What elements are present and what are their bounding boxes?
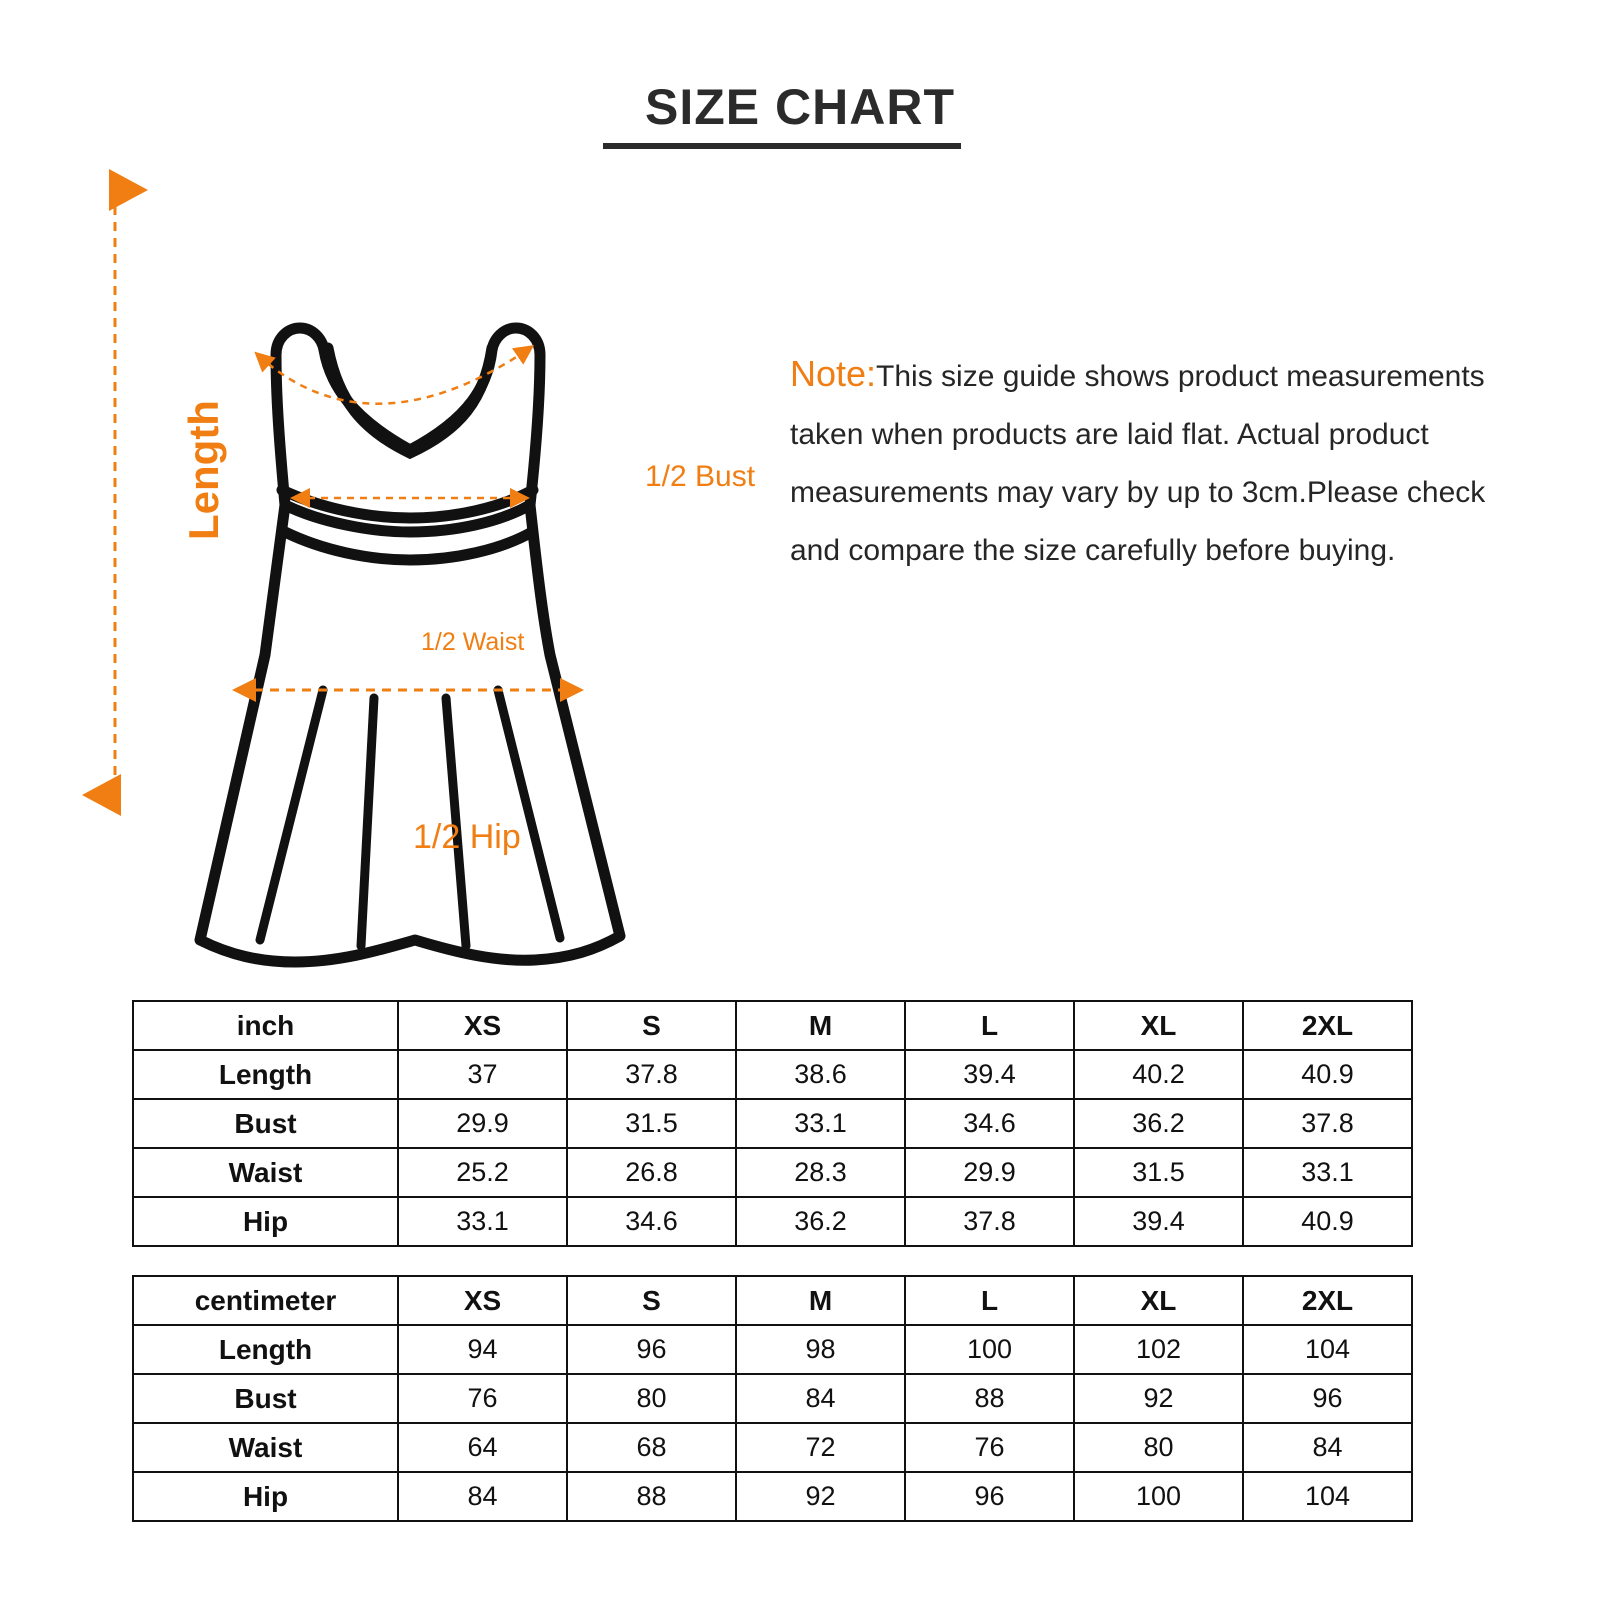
cell-waist-m: 72 (736, 1423, 905, 1472)
cell-hip-xs: 84 (398, 1472, 567, 1521)
cell-hip-xs: 33.1 (398, 1197, 567, 1246)
cell-hip-xl: 39.4 (1074, 1197, 1243, 1246)
col-header-xl: XL (1074, 1276, 1243, 1325)
table-header-row (133, 1001, 1412, 1050)
cell-bust-l: 34.6 (905, 1099, 1074, 1148)
waist-label: 1/2 Waist (421, 628, 525, 656)
cell-length-l: 39.4 (905, 1050, 1074, 1099)
row-label-waist: Waist (133, 1148, 398, 1197)
col-header-s: S (567, 1276, 736, 1325)
cell-length-xs: 94 (398, 1325, 567, 1374)
table-row (133, 1148, 1412, 1197)
cell-waist-xl: 31.5 (1074, 1148, 1243, 1197)
page-title: SIZE CHART (645, 79, 955, 135)
length-label: Length (180, 400, 227, 540)
col-header-l: L (905, 1001, 1074, 1050)
note-label: Note: (790, 353, 877, 394)
col-header-2xl: 2XL (1243, 1276, 1412, 1325)
size-table-centimeter (132, 1275, 1413, 1522)
cell-bust-2xl: 37.8 (1243, 1099, 1412, 1148)
row-label-length: Length (133, 1050, 398, 1099)
cell-length-s: 37.8 (567, 1050, 736, 1099)
table-row (133, 1423, 1412, 1472)
title-underline (603, 143, 961, 149)
cell-length-xs: 37 (398, 1050, 567, 1099)
cell-length-2xl: 104 (1243, 1325, 1412, 1374)
col-header-l: L (905, 1276, 1074, 1325)
unit-header: inch (133, 1001, 398, 1050)
table-row (133, 1374, 1412, 1423)
col-header-xl: XL (1074, 1001, 1243, 1050)
cell-hip-s: 34.6 (567, 1197, 736, 1246)
row-label-bust: Bust (133, 1374, 398, 1423)
table-row (133, 1099, 1412, 1148)
cell-bust-s: 31.5 (567, 1099, 736, 1148)
cell-bust-xs: 29.9 (398, 1099, 567, 1148)
row-label-waist: Waist (133, 1423, 398, 1472)
cell-length-xl: 40.2 (1074, 1050, 1243, 1099)
cell-length-m: 98 (736, 1325, 905, 1374)
cell-bust-m: 84 (736, 1374, 905, 1423)
cell-bust-xl: 92 (1074, 1374, 1243, 1423)
note-block (790, 345, 1506, 580)
hip-label: 1/2 Hip (413, 818, 521, 856)
cell-waist-2xl: 33.1 (1243, 1148, 1412, 1197)
col-header-s: S (567, 1001, 736, 1050)
cell-length-2xl: 40.9 (1243, 1050, 1412, 1099)
row-label-hip: Hip (133, 1472, 398, 1521)
unit-header: centimeter (133, 1276, 398, 1325)
cell-waist-m: 28.3 (736, 1148, 905, 1197)
cell-hip-l: 96 (905, 1472, 1074, 1521)
cell-waist-l: 29.9 (905, 1148, 1074, 1197)
cell-waist-xs: 25.2 (398, 1148, 567, 1197)
note-text: This size guide shows product measurements taken when products are laid flat. Actual product measurements may vary by up to 3cm.Please check and compare the size carefully before buying. (790, 360, 1486, 567)
cell-hip-l: 37.8 (905, 1197, 1074, 1246)
table-row (133, 1472, 1412, 1521)
table-row (133, 1197, 1412, 1246)
row-label-hip: Hip (133, 1197, 398, 1246)
dress-shape (200, 328, 620, 962)
cell-hip-2xl: 104 (1243, 1472, 1412, 1521)
col-header-m: M (736, 1001, 905, 1050)
cell-length-xl: 102 (1074, 1325, 1243, 1374)
col-header-xs: XS (398, 1276, 567, 1325)
cell-bust-xs: 76 (398, 1374, 567, 1423)
table-header-row (133, 1276, 1412, 1325)
cell-waist-l: 76 (905, 1423, 1074, 1472)
cell-hip-2xl: 40.9 (1243, 1197, 1412, 1246)
cell-waist-2xl: 84 (1243, 1423, 1412, 1472)
cell-waist-s: 26.8 (567, 1148, 736, 1197)
cell-hip-m: 92 (736, 1472, 905, 1521)
cell-length-l: 100 (905, 1325, 1074, 1374)
cell-bust-s: 80 (567, 1374, 736, 1423)
cell-waist-s: 68 (567, 1423, 736, 1472)
cell-bust-2xl: 96 (1243, 1374, 1412, 1423)
table-row (133, 1050, 1412, 1099)
cell-length-m: 38.6 (736, 1050, 905, 1099)
row-label-length: Length (133, 1325, 398, 1374)
bust-label: 1/2 Bust (645, 460, 756, 493)
col-header-m: M (736, 1276, 905, 1325)
row-label-bust: Bust (133, 1099, 398, 1148)
cell-waist-xs: 64 (398, 1423, 567, 1472)
cell-hip-m: 36.2 (736, 1197, 905, 1246)
cell-bust-xl: 36.2 (1074, 1099, 1243, 1148)
table-row (133, 1325, 1412, 1374)
cell-hip-xl: 100 (1074, 1472, 1243, 1521)
cell-bust-l: 88 (905, 1374, 1074, 1423)
cell-waist-xl: 80 (1074, 1423, 1243, 1472)
cell-bust-m: 33.1 (736, 1099, 905, 1148)
cell-hip-s: 88 (567, 1472, 736, 1521)
col-header-xs: XS (398, 1001, 567, 1050)
col-header-2xl: 2XL (1243, 1001, 1412, 1050)
size-table-inch (132, 1000, 1413, 1247)
dress-illustration (80, 150, 780, 980)
cell-length-s: 96 (567, 1325, 736, 1374)
